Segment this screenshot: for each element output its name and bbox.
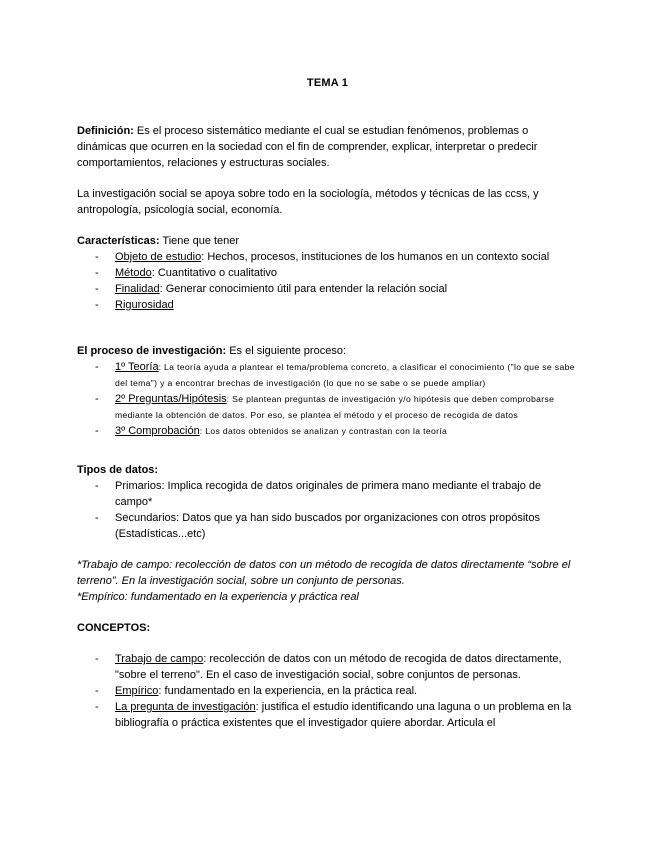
list-item	[77, 478, 577, 510]
list-item-text: Primarios: Implica recogida de datos originales de primera mano mediante el trabajo de campo*	[115, 480, 542, 508]
list-item-term: Objeto de estudio	[115, 251, 202, 263]
list-item-text: : recolección de datos con un método de recogida de datos directamente, "sobre el terreno". En el caso de investigación social, sobre conjuntos de personas.	[115, 653, 562, 681]
list-item	[77, 297, 577, 313]
list-item-term: La pregunta de investigación	[115, 701, 256, 713]
characteristics-label: Características:	[77, 235, 160, 247]
list-item	[77, 423, 577, 439]
page-title: TEMA 1	[306, 77, 349, 89]
list-item-text: : La teoría ayuda a plantear el tema/problema concreto, a clasificar el conocimiento ("lo que se sabe del tema") y a encontrar brechas de investigación (lo que no se sabe o se puede ampliar)	[115, 362, 575, 388]
list-item-text: : Hechos, procesos, instituciones de los humanos en un contexto social	[201, 251, 550, 263]
list-item	[77, 391, 577, 423]
list-item-text: : Se plantean preguntas de investigación y/o hipótesis que deben comprobarse mediante la obtención de datos. Por eso, se plantea el método y el proceso de recogida de datos	[115, 394, 555, 420]
list-item	[77, 359, 577, 391]
footnote-fieldwork: *Trabajo de campo: recolección de datos con un método de recogida de datos directamente “sobre el terreno”. En la investigación social, sobre un conjunto de personas.	[77, 559, 571, 587]
list-item-term: Empírico	[115, 685, 159, 697]
list-item-term: 1º Teoría	[115, 361, 159, 373]
definition-label: Definición:	[77, 125, 134, 137]
list-item-text: Secundarios: Datos que ya han sido buscados por organizaciones con otros propósitos (Estadísticas...etc)	[115, 512, 540, 540]
list-item	[77, 683, 577, 699]
list-item	[77, 281, 577, 297]
list-item-term: Rigurosidad	[115, 299, 174, 311]
footnote-empirical: *Empírico: fundamentado en la experiencia y práctica real	[77, 591, 359, 603]
list-item-text: : Los datos obtenidos se analizan y contrastan con la teoría	[199, 426, 448, 436]
list-item-text: : justifica el estudio identificando una laguna o un problema en la bibliografía o práctica existentes que el investigador quiere abordar. Articula el	[115, 701, 572, 729]
characteristics-section	[77, 233, 577, 313]
definition-paragraph	[77, 123, 577, 171]
support-paragraph	[77, 186, 577, 218]
list-item	[77, 510, 577, 542]
list-item	[77, 265, 577, 281]
definition-text: Es el proceso sistemático mediante el cual se estudian fenómenos, problemas o dinámicas que ocurren en la sociedad con el fin de comprender, explicar, interpretar o predecir comportamientos, relaciones y estructuras sociales.	[77, 125, 538, 169]
process-section	[77, 343, 577, 439]
concepts-section	[77, 620, 577, 731]
concepts-label: CONCEPTOS:	[77, 622, 151, 634]
list-item-text: : Generar conocimiento útil para entender la relación social	[159, 283, 448, 295]
list-item-term: 2º Preguntas/Hipótesis	[115, 393, 227, 405]
process-list	[77, 359, 577, 439]
data-types-section	[77, 462, 577, 542]
list-item-term: Trabajo de campo	[115, 653, 204, 665]
list-item	[77, 699, 577, 731]
list-item-term: Finalidad	[115, 283, 160, 295]
process-label: El proceso de investigación:	[77, 345, 227, 357]
data-types-list	[77, 478, 577, 542]
list-item-text: : fundamentado en la experiencia, en la práctica real.	[158, 685, 418, 697]
list-item	[77, 249, 577, 265]
list-item-term: 3º Comprobación	[115, 425, 200, 437]
concepts-list	[77, 651, 577, 731]
characteristics-intro: Tiene que tener	[159, 235, 240, 247]
data-types-label: Tipos de datos:	[77, 464, 159, 476]
list-item-text: : Cuantitativo o cualitativo	[151, 267, 278, 279]
characteristics-list	[77, 249, 577, 313]
footnotes	[77, 557, 577, 605]
list-item	[77, 651, 577, 683]
support-text: La investigación social se apoya sobre todo en la sociología, métodos y técnicas de las ccss, y antropología, psicología social, economía.	[77, 188, 539, 216]
process-intro: Es el siguiente proceso:	[226, 345, 347, 357]
list-item-term: Método	[115, 267, 152, 279]
